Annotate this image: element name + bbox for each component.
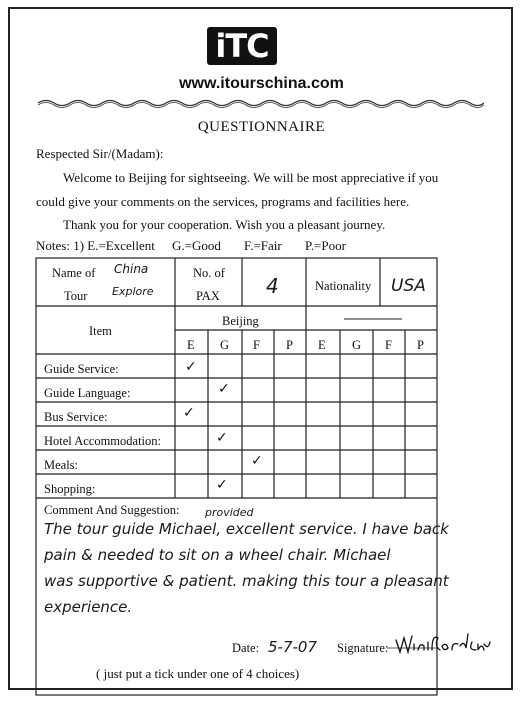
checkmark-meals: ✓ bbox=[251, 453, 263, 469]
notes-excellent: Notes: 1) E.=Excellent bbox=[36, 238, 155, 253]
checkmark-hotel: ✓ bbox=[216, 430, 228, 446]
intro-line-2: could give your comments on the services, programs and facilities here. bbox=[36, 194, 410, 209]
notes-poor: P.=Poor bbox=[305, 238, 346, 253]
item-header: Item bbox=[89, 324, 112, 338]
pax-label-1: No. of bbox=[193, 266, 225, 280]
grade-p-beijing: P bbox=[286, 338, 293, 352]
itc-logo: iTC bbox=[207, 27, 277, 65]
comment-insert: provided bbox=[205, 506, 254, 519]
grade-e-beijing: E bbox=[187, 338, 195, 352]
tour-name-label-2: Tour bbox=[64, 289, 88, 303]
decorative-wavy-rule bbox=[38, 96, 484, 110]
city-header: Beijing bbox=[222, 314, 259, 328]
pax-value: 4 bbox=[266, 274, 279, 298]
checkmark-guide-language: ✓ bbox=[218, 381, 230, 397]
row-label-guide-language: Guide Language: bbox=[44, 386, 131, 400]
grade-f-beijing: F bbox=[253, 338, 260, 352]
signature-label: Signature: bbox=[337, 641, 389, 655]
tour-name-value-1: China bbox=[114, 262, 149, 276]
pax-label-2: PAX bbox=[196, 289, 220, 303]
handwritten-signature bbox=[392, 628, 492, 662]
grade-g-beijing: G bbox=[220, 338, 230, 352]
row-label-bus-service: Bus Service: bbox=[44, 410, 108, 424]
comment-line-3: was supportive & patient. making this tour a pleasant bbox=[44, 572, 449, 590]
checkmark-guide-service: ✓ bbox=[185, 359, 197, 375]
date-label: Date: bbox=[232, 641, 260, 655]
row-label-guide-service: Guide Service: bbox=[44, 362, 119, 376]
grade-f-other: F bbox=[385, 338, 392, 352]
website-url: www.itourschina.com bbox=[179, 75, 344, 92]
notes-fair: F.=Fair bbox=[244, 238, 282, 253]
tour-name-label-1: Name of bbox=[52, 266, 96, 280]
comment-line-4: experience. bbox=[44, 598, 133, 616]
salutation: Respected Sir/(Madam): bbox=[36, 146, 164, 161]
grade-e-other: E bbox=[318, 338, 326, 352]
comment-label: Comment And Suggestion: bbox=[44, 503, 180, 517]
tour-name-value-2: Explore bbox=[112, 285, 154, 298]
nationality-label: Nationality bbox=[315, 279, 372, 293]
intro-line-1: Welcome to Beijing for sightseeing. We will be most appreciative if you bbox=[63, 170, 439, 185]
row-label-shopping: Shopping: bbox=[44, 482, 96, 496]
grade-g-other: G bbox=[352, 338, 362, 352]
row-label-hotel: Hotel Accommodation: bbox=[44, 434, 161, 448]
nationality-value: USA bbox=[391, 276, 426, 296]
thanks-line: Thank you for your cooperation. Wish you a pleasant journey. bbox=[63, 217, 386, 232]
notes-good: G.=Good bbox=[172, 238, 221, 253]
comment-line-2: pain & needed to sit on a wheel chair. Michael bbox=[44, 546, 391, 564]
checkmark-shopping: ✓ bbox=[216, 477, 228, 493]
footer-note: ( just put a tick under one of 4 choices) bbox=[96, 666, 300, 681]
comment-line-1: The tour guide Michael, excellent service. I have back bbox=[44, 520, 449, 538]
questionnaire-title: QUESTIONNAIRE bbox=[197, 119, 326, 135]
checkmark-bus-service: ✓ bbox=[183, 405, 195, 421]
row-label-meals: Meals: bbox=[44, 458, 79, 472]
date-value: 5-7-07 bbox=[268, 638, 317, 656]
grade-p-other: P bbox=[417, 338, 424, 352]
